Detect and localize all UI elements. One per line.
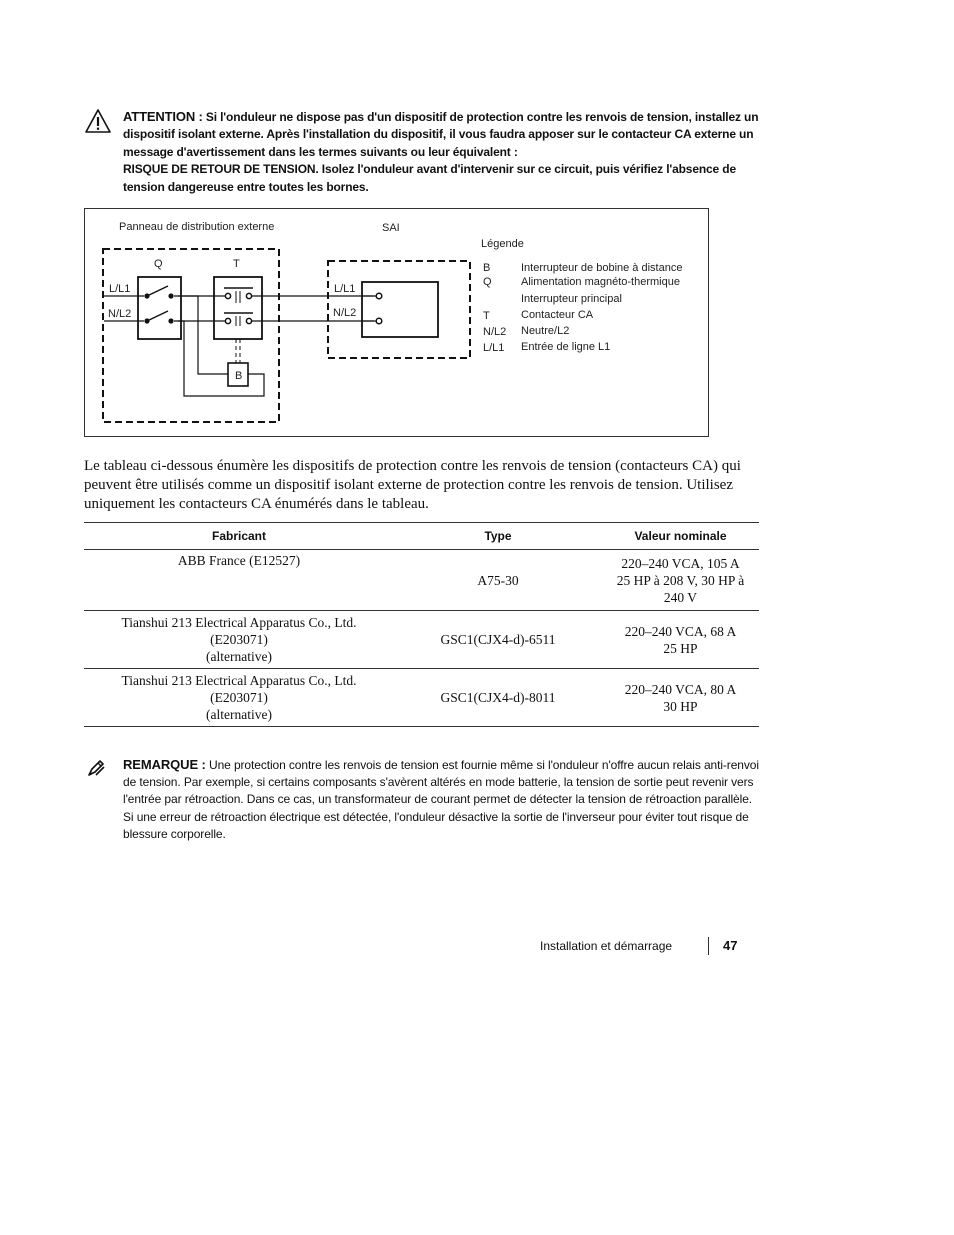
q-label: Q — [154, 258, 163, 270]
rating-line: 220–240 VCA, 80 A — [624, 681, 737, 697]
legend-desc-n2: Neutre/L2 — [521, 325, 570, 337]
header-type: Type — [394, 523, 602, 550]
manufacturer-name: Tianshui 213 Electrical Apparatus Co., Ltd. — [121, 615, 357, 630]
attention-warning-message: RISQUE DE RETOUR DE TENSION. Isolez l'onduleur avant d'intervenir sur ce circuit, puis vérifiez l'absence de tension dangereuse entre toutes les bornes. — [123, 162, 736, 194]
panel-n2-label: N/L2 — [108, 308, 132, 320]
rating-line: 30 HP — [663, 698, 698, 714]
rating-line: 240 V — [663, 589, 698, 605]
legend-key-q: Q — [483, 276, 492, 288]
cell-type: A75‑30 — [394, 550, 602, 611]
table-header-row — [84, 523, 759, 550]
cell-type: GSC1(CJX4‑d)‑8011 — [394, 669, 602, 727]
ups-title: SAI — [382, 222, 400, 234]
legend-title: Légende — [481, 238, 524, 250]
intro-paragraph: Le tableau ci‑dessous énumère les dispositifs de protection contre les renvois de tension (contacteurs CA) qui peuvent être utilisés comme un dispositif isolant externe de protection contre les renvois de tension. Utilisez uniquement les contacteurs CA énumérés dans le tableau. — [84, 458, 741, 512]
warning-triangle-icon — [84, 108, 112, 134]
page-number: 47 — [723, 938, 738, 953]
rating-line: 220–240 VCA, 105 A — [621, 555, 740, 571]
note-lead: REMARQUE : — [123, 757, 206, 772]
attention-block — [123, 108, 763, 196]
legend-key-l1: L/L1 — [483, 342, 505, 354]
legend-key-t: T — [483, 310, 490, 322]
t-label: T — [233, 258, 240, 270]
note-text: Une protection contre les renvois de tension est fournie même si l'onduleur n'offre aucun relais anti-renvoi de tension. Par exemple, si certains composants s'avèrent altérés en mode batterie, la tension de sortie peut revenir vers l'entrée par rétroaction. Dans ce cas, un transformateur de courant permet de détecter la tension de rétroaction parallèle. Si une erreur de rétroaction électrique est détectée, l'onduleur désactive la sortie de l'inverseur pour éviter tout risque de blessure corporelle. — [123, 758, 759, 841]
footer-divider — [708, 937, 709, 955]
legend-desc-b: Interrupteur de bobine à distance — [521, 262, 683, 274]
legend-key-n2: N/L2 — [483, 326, 507, 338]
manufacturer-name: ABB France (E12527) — [177, 553, 301, 568]
legend-key-b: B — [483, 262, 491, 274]
cell-rating — [602, 669, 759, 727]
manufacturer-note: (alternative) — [206, 649, 272, 664]
rating-line: 25 HP à 208 V, 30 HP à — [616, 572, 745, 588]
legend-desc-q: Alimentation magnéto-thermique — [521, 276, 680, 288]
rating-line: 25 HP — [663, 640, 698, 656]
cell-manufacturer — [84, 669, 394, 727]
cell-manufacturer — [84, 611, 394, 669]
table-row — [84, 611, 759, 669]
cell-rating — [602, 611, 759, 669]
ups-l1-label: L/L1 — [334, 283, 356, 295]
contactor-table — [84, 522, 759, 727]
table-row — [84, 669, 759, 727]
rating-line: 220–240 VCA, 68 A — [624, 623, 737, 639]
b-label: B — [235, 370, 243, 382]
legend-desc-l1: Entrée de ligne L1 — [521, 341, 611, 353]
wiring-diagram — [84, 208, 709, 437]
table-row — [84, 550, 759, 611]
manufacturer-note: (alternative) — [206, 707, 272, 722]
pencil-note-icon — [86, 758, 106, 778]
header-rating: Valeur nominale — [602, 523, 759, 550]
cell-rating — [602, 550, 759, 611]
legend-desc-q2: Interrupteur principal — [521, 293, 622, 305]
legend-desc-t: Contacteur CA — [521, 309, 594, 321]
panel-l1-label: L/L1 — [109, 283, 131, 295]
footer-section-title: Installation et démarrage — [540, 939, 673, 953]
ups-n2-label: N/L2 — [333, 307, 357, 319]
panel-title: Panneau de distribution externe — [119, 221, 275, 233]
manufacturer-code: (E203071) — [210, 690, 268, 705]
cell-type: GSC1(CJX4‑d)‑6511 — [394, 611, 602, 669]
header-manufacturer: Fabricant — [84, 523, 394, 550]
note-block — [123, 756, 763, 843]
cell-manufacturer — [84, 550, 394, 611]
manufacturer-code: (E203071) — [210, 632, 268, 647]
attention-lead: ATTENTION : — [123, 109, 203, 124]
manufacturer-name: Tianshui 213 Electrical Apparatus Co., Ltd. — [121, 673, 357, 688]
attention-text: Si l'onduleur ne dispose pas d'un dispositif de protection contre les renvois de tension, installez un dispositif isolant externe. Après l'installation du dispositif, il vous faudra apposer sur le contacteur CA externe un message d'avertissement dans les termes suivants ou leur équivalent : — [123, 110, 759, 159]
